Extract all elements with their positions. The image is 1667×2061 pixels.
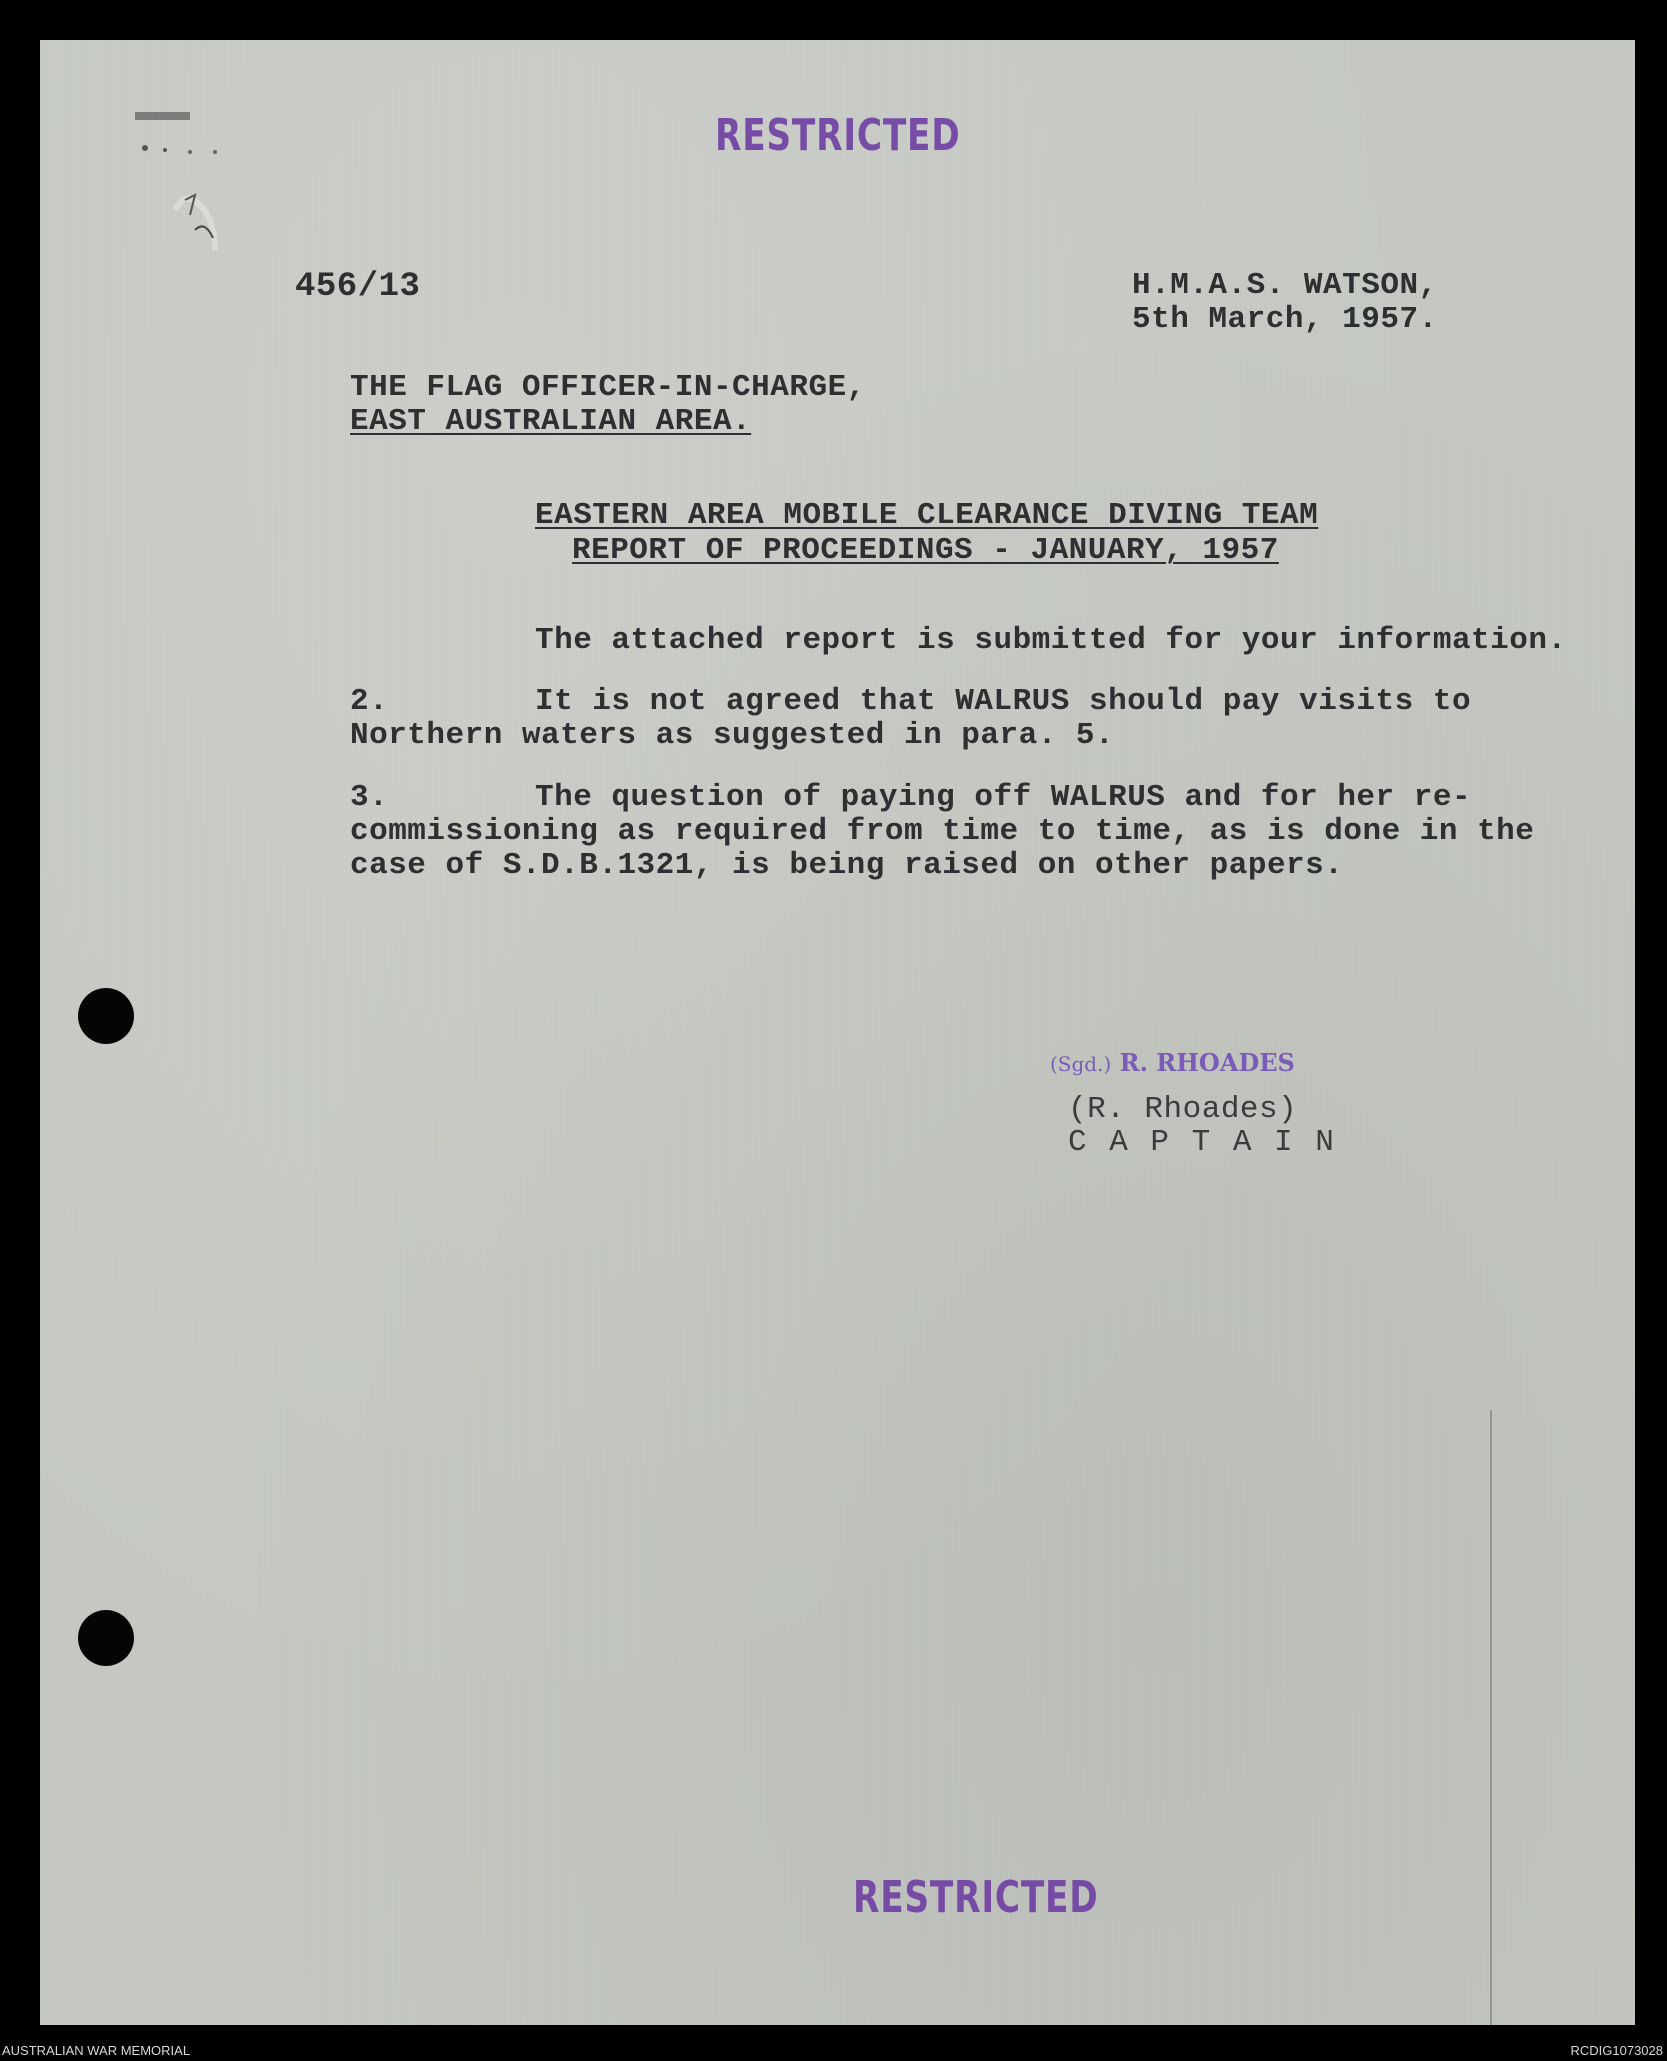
- paragraph-2-line-1: It is not agreed that WALRUS should pay visits to: [535, 684, 1472, 719]
- addressee-line-2: EAST AUSTRALIAN AREA.: [350, 404, 752, 439]
- subject-line-1: EASTERN AREA MOBILE CLEARANCE DIVING TEAM: [535, 498, 1319, 533]
- reference-number: 456/13: [295, 268, 421, 306]
- paragraph-2-number: 2.: [350, 684, 389, 719]
- document-page: [40, 40, 1635, 2025]
- signature-stamp-name: R. RHOADES: [1119, 1048, 1295, 1077]
- signature-stamp: [1050, 1048, 1295, 1077]
- signature-stamp-prefix: (Sgd.): [1050, 1052, 1112, 1076]
- restricted-stamp-top: RESTRICTED: [715, 110, 961, 161]
- typed-signature-name: (R. Rhoades): [1068, 1092, 1298, 1127]
- punch-hole-lower: [78, 1610, 134, 1666]
- archive-credit: AUSTRALIAN WAR MEMORIAL: [2, 2043, 191, 2058]
- paragraph-2-line-2: Northern waters as suggested in para. 5.: [350, 718, 1115, 753]
- archive-id: RCDIG1073028: [1570, 2043, 1663, 2058]
- paragraph-3-line-1: The question of paying off WALRUS and for her re-: [535, 780, 1472, 815]
- ship-name: H.M.A.S. WATSON,: [1132, 268, 1438, 303]
- paragraph-3-line-2: commissioning as required from time to time, as is done in the: [350, 814, 1535, 849]
- paragraph-1: The attached report is submitted for your information.: [535, 623, 1567, 658]
- paragraph-3-number: 3.: [350, 780, 389, 815]
- subject-line-2: REPORT OF PROCEEDINGS - JANUARY, 1957: [572, 533, 1279, 568]
- paper-crease: [1490, 1410, 1492, 2025]
- addressee-line-1: THE FLAG OFFICER-IN-CHARGE,: [350, 370, 866, 405]
- paragraph-3-line-3: case of S.D.B.1321, is being raised on other papers.: [350, 848, 1344, 883]
- punch-hole-upper: [78, 988, 134, 1044]
- restricted-stamp-bottom: RESTRICTED: [853, 1872, 1099, 1923]
- signature-rank: C A P T A I N: [1068, 1125, 1336, 1160]
- letter-date: 5th March, 1957.: [1132, 302, 1438, 337]
- damaged-corner-mark: [135, 110, 265, 260]
